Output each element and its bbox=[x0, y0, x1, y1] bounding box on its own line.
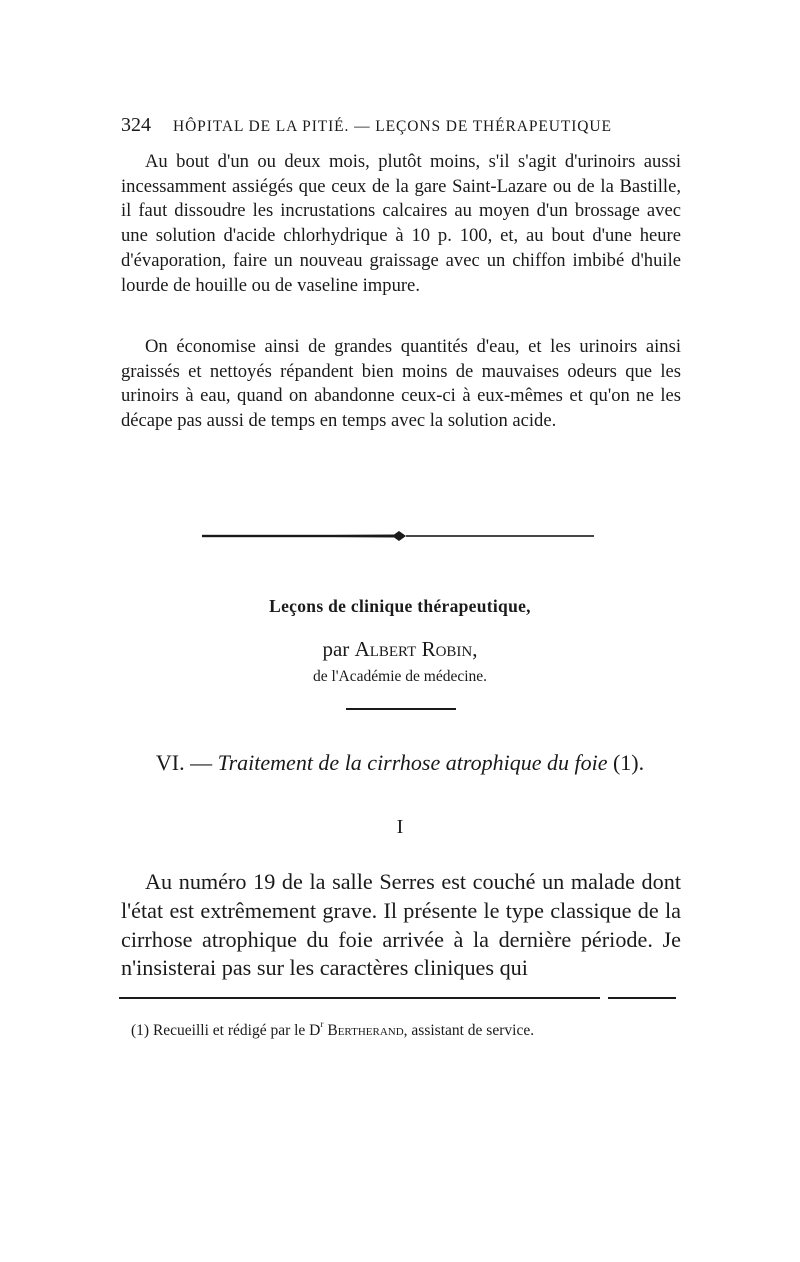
chapter-number: VI. — bbox=[155, 750, 213, 775]
footnote-superscript: r bbox=[320, 1020, 324, 1030]
author-name: Albert Robin, bbox=[354, 637, 478, 661]
paragraph-urinoirs-1 bbox=[121, 150, 681, 298]
chapter-heading bbox=[0, 750, 800, 776]
chapter-title: Traitement de la cirrhose atrophique du foie bbox=[217, 750, 608, 775]
paragraph-text: On économise ainsi de grandes quantités d'eau, et les urinoirs ainsi graissés et nettoyés répandent bien moins de mauvaises odeurs que les urinoirs à eau, quand on abandonne ceux-ci à eux-mêmes et qu'on ne les décape pas aussi de temps en temps avec la solution acide. bbox=[121, 336, 681, 432]
footnote-name: Bertherand, bbox=[327, 1022, 408, 1039]
footnote bbox=[131, 1022, 691, 1040]
paragraph-cirrhose bbox=[121, 868, 681, 983]
footnote-text-end: assistant de service. bbox=[411, 1022, 535, 1039]
section-title: Leçons de clinique thérapeutique, bbox=[269, 596, 531, 616]
paragraph-text: Au bout d'un ou deux mois, plutôt moins, s'il s'agit d'urinoirs aussi incessamment assiégés que ceux de la gare Saint-Lazare ou de la Bastille, il faut dissoudre les incrustations calcaires au moyen d'un brossage avec une solution d'acide chlorhydrique à 10 p. 100, et, au bout d'une heure d'évaporation, faire un nouveau graissage avec un chiffon imbibé d'huile lourde de houille ou de vaseline impure. bbox=[121, 151, 681, 296]
section-divider bbox=[346, 708, 456, 710]
byline-prefix: par bbox=[322, 637, 350, 661]
paragraph-text: Au numéro 19 de la salle Serres est couché un malade dont l'état est extrêmement grave. Il présente le type classique de la cirrhose atrophique du foie arrivée à la dernière période. Je n'insisterai pas sur les caractères cliniques qui bbox=[121, 869, 681, 981]
paragraph-urinoirs-2 bbox=[121, 335, 681, 434]
footnote-text: Recueilli et rédigé par le D bbox=[152, 1022, 321, 1039]
page-number: 324 bbox=[121, 114, 151, 136]
running-header bbox=[121, 114, 681, 138]
footnote-marker: (1) bbox=[131, 1022, 150, 1039]
running-title: HÔPITAL DE LA PITIÉ. — LEÇONS DE THÉRAPEUTIQUE bbox=[173, 118, 612, 135]
ornamental-divider bbox=[202, 528, 594, 544]
footnote-reference: (1). bbox=[612, 750, 645, 775]
author-byline bbox=[0, 637, 800, 662]
footnote-rule bbox=[119, 997, 600, 999]
author-affiliation: de l'Académie de médecine. bbox=[312, 668, 488, 685]
footnote-rule-short bbox=[608, 997, 676, 999]
subsection-number: I bbox=[396, 816, 404, 838]
